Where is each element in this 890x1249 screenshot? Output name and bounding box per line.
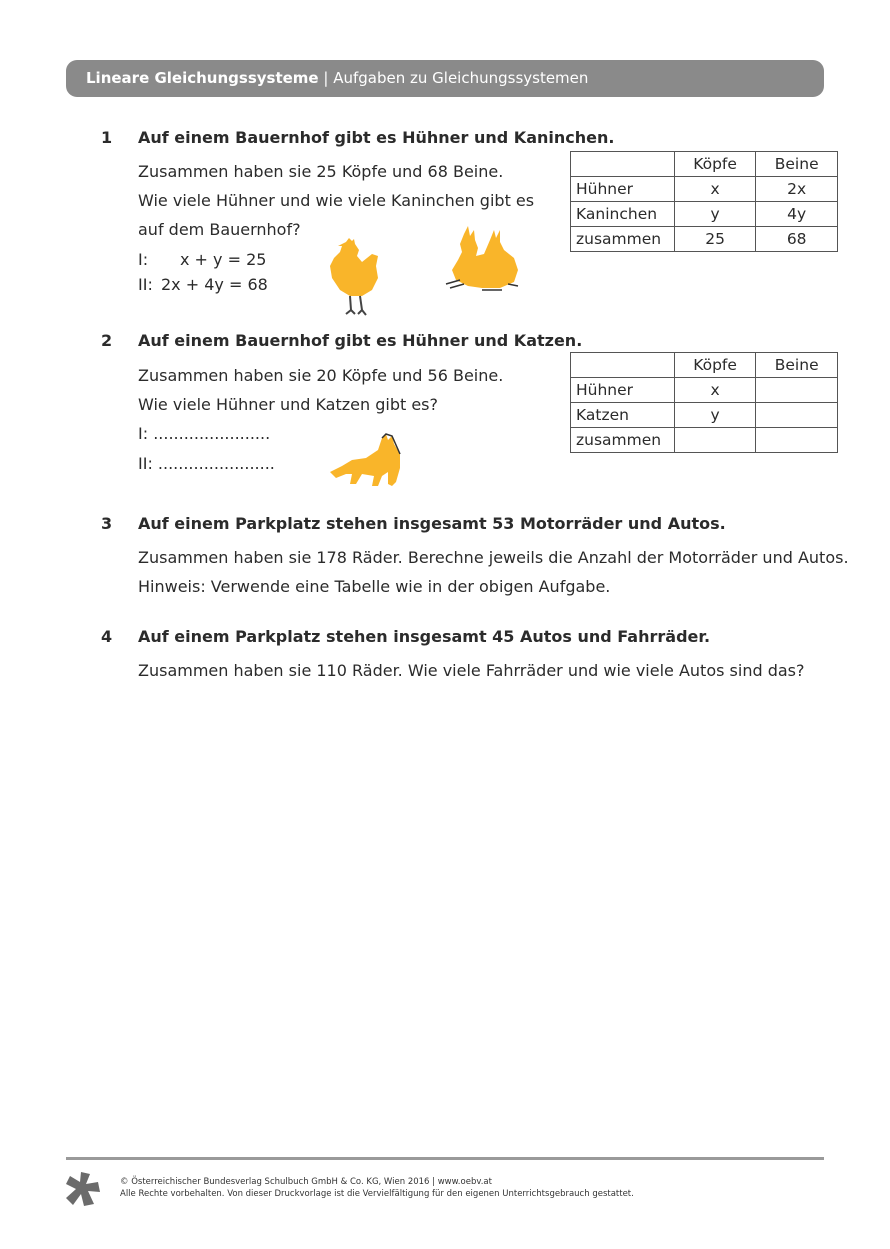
task1-eq2-label: II:: [138, 275, 153, 294]
table-cell: y: [674, 403, 756, 428]
table-cell: Katzen: [571, 403, 675, 428]
table-cell: 2x: [756, 177, 838, 202]
header-title: Lineare Gleichungssysteme: [86, 69, 319, 87]
table-cell: [571, 152, 675, 177]
table-header: Beine: [756, 353, 838, 378]
rabbits-icon: [442, 224, 522, 294]
table-cell: [674, 428, 756, 453]
table-row: [571, 227, 838, 252]
header-separator: |: [318, 69, 334, 87]
task1-line-1: Zusammen haben sie 25 Köpfe und 68 Beine.: [138, 162, 504, 181]
task1-title: Auf einem Bauernhof gibt es Hühner und Kaninchen.: [138, 128, 615, 147]
table-cell: Kaninchen: [571, 202, 675, 227]
table-cell: Hühner: [571, 378, 675, 403]
table-cell: [756, 378, 838, 403]
task1-number: 1: [101, 128, 113, 147]
chicken-icon: [326, 236, 382, 318]
task2-title: Auf einem Bauernhof gibt es Hühner und Katzen.: [138, 331, 583, 350]
table-row: [571, 177, 838, 202]
task2-line-1: Zusammen haben sie 20 Köpfe und 56 Beine.: [138, 366, 504, 385]
table-cell: zusammen: [571, 227, 675, 252]
table-row: [571, 378, 838, 403]
task3-line-2: Hinweis: Verwende eine Tabelle wie in der obigen Aufgabe.: [138, 577, 611, 596]
task4-title: Auf einem Parkplatz stehen insgesamt 45 Autos und Fahrräder.: [138, 627, 711, 646]
table-cell: 4y: [756, 202, 838, 227]
header-subtitle: Aufgaben zu Gleichungssystemen: [333, 69, 589, 87]
table-row: [571, 428, 838, 453]
task1-eq1-label: I:: [138, 250, 149, 269]
table-cell: [571, 353, 675, 378]
table-cell: [756, 403, 838, 428]
table-header: Köpfe: [674, 353, 756, 378]
task1-eq2: 2x + 4y = 68: [161, 275, 268, 294]
task2-table: [570, 352, 838, 453]
task2-line-2: Wie viele Hühner und Katzen gibt es?: [138, 395, 439, 414]
table-row: [571, 353, 838, 378]
task1-eq1: x + y = 25: [180, 250, 267, 269]
table-row: [571, 152, 838, 177]
table-cell: 25: [674, 227, 756, 252]
task4-line-1: Zusammen haben sie 110 Räder. Wie viele Fahrräder und wie viele Autos sind das?: [138, 661, 805, 680]
table-row: [571, 202, 838, 227]
table-cell: 68: [756, 227, 838, 252]
table-cell: zusammen: [571, 428, 675, 453]
task2-number: 2: [101, 331, 113, 350]
task2-eq2: II: .......................: [138, 454, 275, 473]
task3-title: Auf einem Parkplatz stehen insgesamt 53 Motorräder und Autos.: [138, 514, 726, 533]
task3-number: 3: [101, 514, 113, 533]
footer-rule: [66, 1157, 824, 1160]
table-cell: Hühner: [571, 177, 675, 202]
task1-line-3: auf dem Bauernhof?: [138, 220, 301, 239]
page-header: [66, 60, 824, 97]
table-header: Köpfe: [674, 152, 756, 177]
task3-line-1: Zusammen haben sie 178 Räder. Berechne jeweils die Anzahl der Motorräder und Autos.: [138, 548, 849, 567]
table-cell: [756, 428, 838, 453]
task4-number: 4: [101, 627, 113, 646]
table-cell: x: [674, 177, 756, 202]
task1-table: [570, 151, 838, 252]
task1-line-2: Wie viele Hühner und wie viele Kaninchen gibt es: [138, 191, 535, 210]
footer-rights: Alle Rechte vorbehalten. Von dieser Druckvorlage ist die Vervielfältigung für den eigenen Unterrichtsgebrauch gestattet.: [120, 1189, 634, 1199]
cat-icon: [328, 432, 402, 488]
table-header: Beine: [756, 152, 838, 177]
footer-copyright: © Österreichischer Bundesverlag Schulbuch GmbH & Co. KG, Wien 2016 | www.oebv.at: [120, 1177, 492, 1187]
table-cell: x: [674, 378, 756, 403]
table-row: [571, 403, 838, 428]
oebv-logo-icon: [64, 1170, 102, 1208]
table-cell: y: [674, 202, 756, 227]
task2-eq1: I: .......................: [138, 424, 271, 443]
